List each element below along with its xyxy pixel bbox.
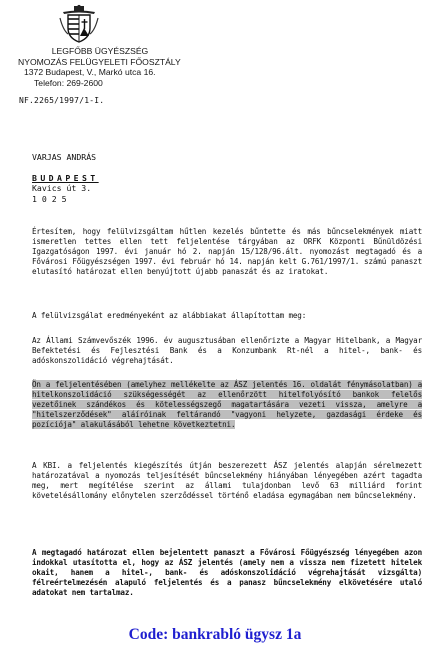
org-name: LEGFŐBB ÜGYÉSZSÉG (51, 46, 149, 56)
reference-number: NF.2265/1997/1-I. (19, 96, 105, 105)
paragraph-audit: Az Állami Számvevőszék 1996. év augusztusában ellenőrizte a Magyar Hitelbank, a Magyar Befektetési és Fejlesztési Bank és a Konzumbank Rt-nél a hitel-, bank- és adóskonszolidáció végrehajtását. (32, 336, 422, 366)
addressee-block (32, 152, 99, 204)
org-address: 1372 Budapest, V., Markó utca 16. (24, 67, 156, 78)
addressee-street: Kavics út 3. (32, 183, 92, 193)
letterhead (18, 46, 268, 88)
paragraph-prosecution-decision: A megtagadó határozat ellen bejelentett panaszt a Fővárosi Főügyészség lényegében azon indokkal utasította el, hogy az ÁSZ jelentés (amely nem a vissza nem fizetett hitelek okait, hanem a hitel-, bank- és adóskonszolidáció végrehajtását vizsgálta) félreértelmezésén alapuló feljelentés és a panasz bűncselekmény elkövetésére utaló adatokat nem tartalmaz. (32, 548, 422, 598)
paragraph-review-notice: Értesítem, hogy felülvizsgáltam hűtlen kezelés bűntette és más bűncselekmények miatt ismeretlen tettes ellen tett feljelentése tárgyában az ORFK Központi Bűnüldözési Igazgatóságon 1997. évi január hó 2. napján 15/128/96.ált. nyomozást megtagadó és a Fővárosi Főügyészségen 1997. évi február hó 14. napján kelt G.761/1997/1. számú panaszt elutasító határozat ellen benyújtott újabb panaszát és az iratokat. (32, 227, 422, 277)
addressee-postcode: 1 0 2 5 (32, 193, 67, 204)
highlighted-text: Ön a feljelentésében (amelyhez mellékelte az ÁSZ jelentés 16. oldalát fénymásolatban) a hitelkonszolidáció szükségességét az ellenőrzött hitelfolyósító bankok felelős vezetőinek szándékos és kötelességszegő magatartására vezeti vissza, amelyre a "hitelszerződések" aláíróinak feltárandó "vagyoni helyzete, gazdasági érdeke és pozíciója" alakulásából lehetne következtetni. (32, 380, 422, 430)
org-phone: Telefon: 269-2600 (34, 77, 103, 88)
addressee-name: VARJAS ANDRÁS (32, 152, 97, 162)
hungarian-coat-of-arms-icon (58, 4, 100, 44)
paragraph-findings-intro: A felülvizsgálat eredményeként az alábbiakat állapítottam meg: (32, 311, 307, 320)
paragraph-complaint-summary (32, 380, 422, 430)
department-name: NYOMOZÁS FELÜGYELETI FŐOSZTÁLY (18, 56, 181, 67)
addressee-city: BUDAPEST (32, 172, 99, 183)
paragraph-kbi-decision: A KBI. a feljelentés kiegészítés útján beszerezett ÁSZ jelentés alapján sérelmezett határozatával a nyomozás teljesítését bűncselekmény hiányában lényegében azért tagadta meg, mert megítélése szerint az állami tulajdonban levő 63 milliárd forint követelésállomány előnytelen szerződéssel történő eladása egymagában nem bűncselekmény. (32, 461, 422, 501)
code-caption: Code: bankrabló ügysz 1a (128, 626, 302, 643)
